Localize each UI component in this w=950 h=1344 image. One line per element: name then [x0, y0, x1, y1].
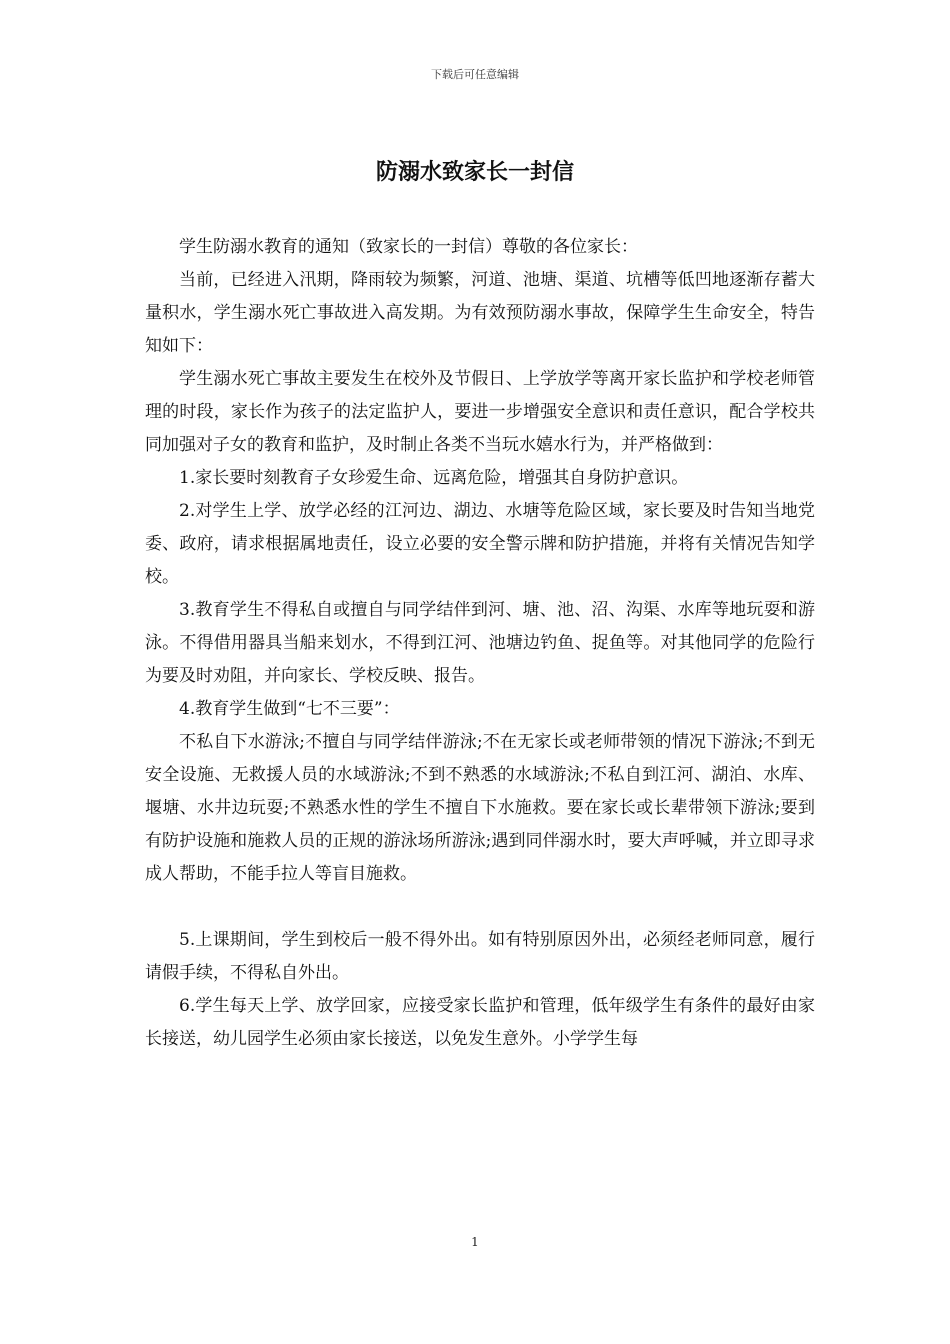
paragraph-item-3: 3.教育学生不得私自或擅自与同学结伴到河、塘、池、沼、沟渠、水库等地玩耍和游泳。不得借用器具当船来划水，不得到江河、池塘边钓鱼、捉鱼等。对其他同学的危险行为要及时劝阻，并向家长、学校反映、报告。 [145, 600, 815, 686]
page-number: 1 [471, 1235, 479, 1249]
document-title: 防溺水致家长一封信 [375, 160, 574, 185]
paragraph-responsibility: 学生溺水死亡事故主要发生在校外及节假日、上学放学等离开家长监护和学校老师管理的时段，家长作为孩子的法定监护人，要进一步增强安全意识和责任意识，配合学校共同加强对子女的教育和监护，及时制止各类不当玩水嬉水行为，并严格做到： [145, 369, 815, 455]
paragraph-item-1: 1.家长要时刻教育子女珍爱生命、远离危险，增强其自身防护意识。 [179, 468, 689, 488]
paragraph-item-6: 6.学生每天上学、放学回家，应接受家长监护和管理，低年级学生有条件的最好由家长接送，幼儿园学生必须由家长接送，以免发生意外。小学学生每 [145, 996, 815, 1049]
blank-line [145, 891, 815, 924]
paragraph-greeting: 学生防溺水教育的通知（致家长的一封信）尊敬的各位家长： [179, 237, 638, 257]
paragraph-item-2: 2.对学生上学、放学必经的江河边、湖边、水塘等危险区域，家长要及时告知当地党委、政府，请求根据属地责任，设立必要的安全警示牌和防护措施，并将有关情况告知学校。 [145, 501, 815, 587]
paragraph-item-4: 4.教育学生做到“七不三要”： [179, 699, 400, 719]
paragraph-rules: 不私自下水游泳;不擅自与同学结伴游泳;不在无家长或老师带领的情况下游泳;不到无安全设施、无救援人员的水域游泳;不到不熟悉的水域游泳;不私自到江河、湖泊、水库、堰塘、水井边玩耍;不熟悉水性的学生不擅自下水施救。要在家长或长辈带领下游泳;要到有防护设施和施救人员的正规的游泳场所游泳;遇到同伴溺水时，要大声呼喊，并立即寻求成人帮助，不能手拉人等盲目施救。 [145, 732, 815, 884]
paragraph-item-5: 5.上课期间，学生到校后一般不得外出。如有特别原因外出，必须经老师同意，履行请假手续，不得私自外出。 [145, 930, 815, 983]
header-note: 下载后可任意编辑 [431, 68, 519, 81]
document-body [145, 231, 815, 1056]
paragraph-intro: 当前，已经进入汛期，降雨较为频繁，河道、池塘、渠道、坑槽等低凹地逐渐存蓄大量积水，学生溺水死亡事故进入高发期。为有效预防溺水事故，保障学生生命安全，特告知如下： [145, 270, 815, 356]
